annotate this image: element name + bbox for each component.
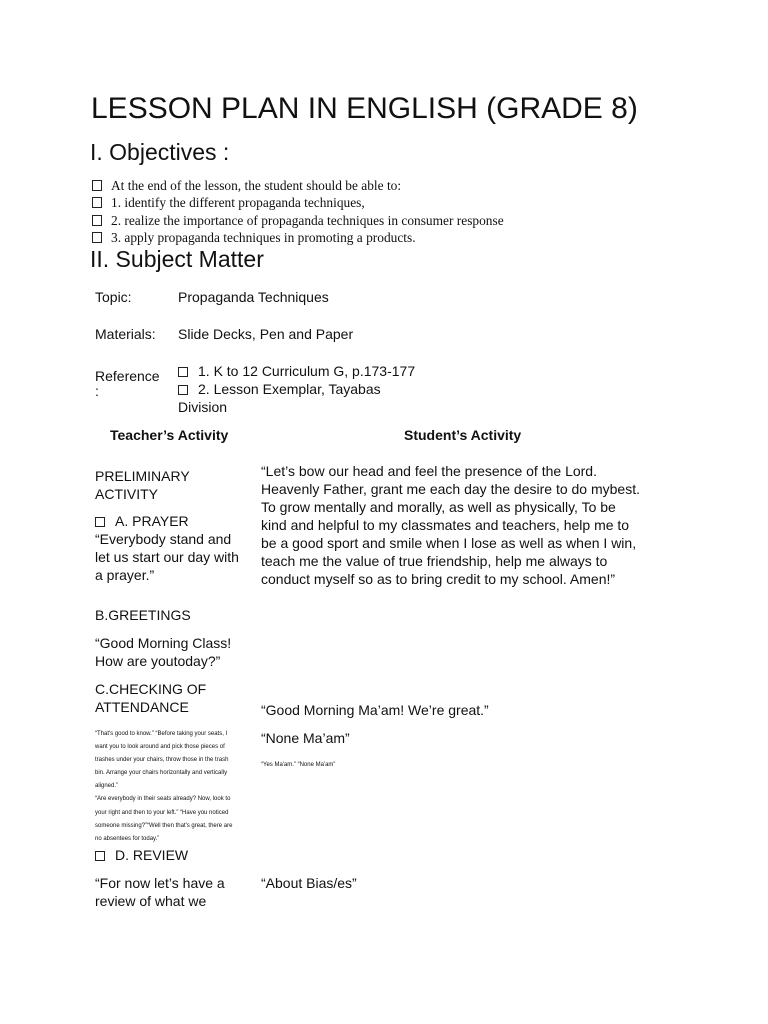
checkbox-icon (92, 215, 102, 226)
reference-label: Reference (95, 368, 160, 384)
page-title: LESSON PLAN IN ENGLISH (GRADE 8) (91, 92, 638, 125)
list-item (92, 177, 504, 194)
objectives-heading: I. Objectives : (90, 139, 230, 165)
student-greeting-reply: “Good Morning Ma’am! We’re great.” (261, 702, 489, 718)
review-label: D. REVIEW (95, 846, 188, 864)
list-item (92, 194, 504, 211)
reference-item: 1. K to 12 Curriculum G, p.173-177 (178, 362, 415, 380)
checkbox-icon (92, 197, 102, 208)
materials-label: Materials: (95, 326, 156, 342)
materials-value: Slide Decks, Pen and Paper (178, 326, 354, 342)
review-text: “For now let’s have a review of what we (95, 875, 225, 909)
topic-value: Propaganda Techniques (178, 289, 329, 305)
reference-continuation: Division (178, 399, 228, 415)
objective-text: 2. realize the importance of propaganda techniques in consumer response (111, 212, 504, 228)
prayer-instruction: “Everybody stand and let us start our day with a prayer.” (95, 531, 239, 583)
reference-colon: : (95, 383, 99, 399)
checkbox-icon (92, 232, 102, 243)
reference-item: 2. Lesson Exemplar, Tayabas (178, 380, 381, 398)
checkbox-icon (95, 851, 105, 861)
objective-text: 1. identify the different propaganda techniques, (111, 195, 365, 211)
student-review-reply: “About Bias/es” (261, 875, 357, 891)
student-small-reply: “Yes Ma'am.” “None Ma'am” (261, 762, 336, 768)
attendance-label: C.CHECKING OF ATTENDANCE (95, 681, 207, 715)
list-item (92, 212, 504, 229)
topic-label: Topic: (95, 289, 132, 305)
greetings-label: B.GREETINGS (95, 607, 191, 623)
preliminary-activity-label: PRELIMINARY ACTIVITY (95, 468, 190, 502)
objectives-list (92, 177, 504, 246)
teacher-activity-header: Teacher’s Activity (110, 427, 229, 443)
checkbox-icon (178, 367, 188, 377)
attendance-small-text: “That's good to know.” “Before taking your seats, I want you to look around and pick those pieces of trashes under your chairs, throw those in the trash bin. Arrange your chairs horizontally and vertically aligned.” “Are everybody in their seats already? Now, look to your right and then to your left.” “Have you noticed someone missing?”“Well then that's great, there are no absentees for today.” (95, 731, 233, 842)
checkbox-icon (95, 517, 105, 527)
objective-text: 3. apply propaganda techniques in promoting a products. (111, 229, 416, 245)
objective-text: At the end of the lesson, the student should be able to: (111, 178, 402, 193)
student-activity-header: Student’s Activity (404, 427, 522, 443)
prayer-label: A. PRAYER (95, 512, 189, 530)
student-prayer-text: “Let’s bow our head and feel the presence of the Lord. Heavenly Father, grant me each day the desire to do mybest. To grow mentally and morally, as well as physically, To be kind and helpful to my classmates and teachers, help me to be a good sport and smile when I lose as well as when I win, teach me the value of true friendship, help me always to conduct myself so as to bring credit to my school. Amen!” (261, 463, 640, 587)
student-none-reply: “None Ma’am” (261, 730, 350, 746)
checkbox-icon (92, 180, 102, 191)
subject-matter-heading: II. Subject Matter (90, 246, 264, 272)
checkbox-icon (178, 385, 188, 395)
list-item (92, 229, 504, 246)
greetings-text: “Good Morning Class! How are youtoday?” (95, 635, 232, 669)
